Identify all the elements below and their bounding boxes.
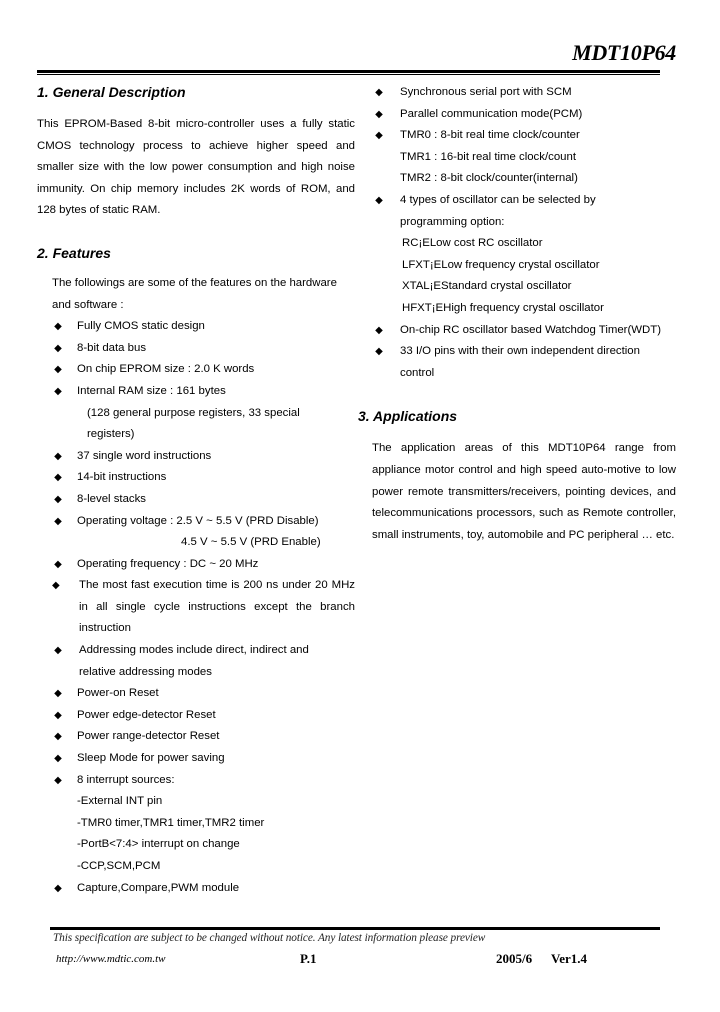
footer-divider	[50, 927, 660, 930]
oscillator-option: RC¡ELow cost RC oscillator	[402, 237, 543, 250]
timer-line: TMR2 : 8-bit clock/counter(internal)	[400, 172, 578, 185]
list-item: ◆ Internal RAM size : 161 bytes (128 general purpose registers, 33 special registers)	[37, 381, 355, 446]
ram-detail: (128 general purpose registers, 33 special	[87, 406, 300, 419]
list-item: ◆ The most fast execution time is 200 ns under 20 MHz in all single cycle instructions except the branch instruction	[37, 575, 355, 640]
general-description-heading: 1. General Description	[37, 84, 186, 100]
list-item: ◆ Power range-detector Reset	[37, 726, 355, 748]
list-item: ◆ Synchronous serial port with SCM	[358, 82, 676, 104]
features-intro-line: and software :	[52, 298, 124, 311]
document-title: MDT10P64	[572, 40, 676, 65]
list-item: ◆ 33 I/O pins with their own independent direction control	[358, 341, 676, 384]
list-item: ◆ Addressing modes include direct, indirect and relative addressing modes	[37, 640, 355, 683]
diamond-bullet-icon: ◆	[54, 774, 62, 786]
diamond-bullet-icon: ◆	[375, 346, 383, 358]
diamond-bullet-icon: ◆	[54, 385, 62, 397]
list-item: ◆ Power edge-detector Reset	[37, 705, 355, 727]
list-item: ◆ Operating frequency : DC ~ 20 MHz	[37, 554, 355, 576]
diamond-bullet-icon: ◆	[375, 324, 383, 336]
list-item: ◆ 14-bit instructions	[37, 467, 355, 489]
diamond-bullet-icon: ◆	[54, 493, 62, 505]
left-column	[37, 82, 355, 899]
diamond-bullet-icon: ◆	[54, 645, 62, 657]
footer-version: Ver1.4	[551, 951, 587, 966]
interrupt-source: -External INT pin	[77, 795, 163, 808]
list-item: ◆ Parallel communication mode(PCM)	[358, 104, 676, 126]
list-item: ◆ 8-level stacks	[37, 489, 355, 511]
diamond-bullet-icon: ◆	[54, 688, 62, 700]
footer-url: http://www.mdtic.com.tw	[56, 953, 166, 965]
features-list	[37, 316, 355, 899]
timer-line: TMR1 : 16-bit real time clock/count	[400, 150, 576, 163]
list-item: ◆ 8 interrupt sources: -External INT pin -TMR0 timer,TMR1 timer,TMR2 timer -PortB<7:4> interrupt on change -CCP,SCM,PCM	[37, 770, 355, 878]
applications-heading: 3. Applications	[358, 408, 458, 425]
list-item: ◆ 8-bit data bus	[37, 338, 355, 360]
applications-text: The application areas of this MDT10P64 range from appliance motor control and high speed auto-motive to low power remote transmitters/receivers, pointing devices, and telecommunications processors, such as Remote controller, small instruments, toy, automobile and PC peripheral … etc.	[372, 442, 676, 541]
diamond-bullet-icon: ◆	[54, 709, 62, 721]
diamond-bullet-icon: ◆	[52, 580, 60, 592]
diamond-bullet-icon: ◆	[54, 321, 62, 333]
features-list-continued	[358, 82, 676, 384]
diamond-bullet-icon: ◆	[375, 194, 383, 206]
list-item: ◆ Capture,Compare,PWM module	[37, 878, 355, 900]
diamond-bullet-icon: ◆	[54, 558, 62, 570]
diamond-bullet-icon: ◆	[54, 882, 62, 894]
diamond-bullet-icon: ◆	[54, 364, 62, 376]
footer-date: 2005/6	[496, 951, 533, 966]
footer-notice: This specification are subject to be changed without notice. Any latest information please preview	[53, 932, 486, 944]
interrupt-source: -PortB<7:4> interrupt on change	[77, 838, 240, 851]
diamond-bullet-icon: ◆	[54, 753, 62, 765]
addressing-line: relative addressing modes	[79, 665, 212, 678]
features-intro-line: The followings are some of the features on the hardware	[52, 276, 337, 289]
diamond-bullet-icon: ◆	[54, 472, 62, 484]
diamond-bullet-icon: ◆	[54, 342, 62, 354]
header-divider	[37, 70, 660, 75]
list-item: ◆ On chip EPROM size : 2.0 K words	[37, 359, 355, 381]
diamond-bullet-icon: ◆	[54, 450, 62, 462]
list-item: ◆ Power-on Reset	[37, 683, 355, 705]
diamond-bullet-icon: ◆	[375, 130, 383, 142]
interrupt-source: -TMR0 timer,TMR1 timer,TMR2 timer	[77, 816, 265, 829]
diamond-bullet-icon: ◆	[375, 108, 383, 120]
oscillator-option: HFXT¡EHigh frequency crystal oscillator	[402, 301, 604, 314]
voltage-line: 4.5 V ~ 5.5 V (PRD Enable)	[181, 536, 321, 549]
diamond-bullet-icon: ◆	[54, 515, 62, 527]
ram-detail: registers)	[87, 428, 135, 441]
list-item: ◆ 4 types of oscillator can be selected by programming option: RC¡ELow cost RC oscillator LFXT¡ELow frequency crystal oscillator XTAL¡EStandard crystal oscillator HFXT¡EHigh frequency crystal oscillator	[358, 190, 676, 320]
list-item: ◆ Fully CMOS static design	[37, 316, 355, 338]
interrupt-source: -CCP,SCM,PCM	[77, 860, 161, 872]
diamond-bullet-icon: ◆	[54, 731, 62, 743]
diamond-bullet-icon: ◆	[375, 87, 383, 98]
list-item: ◆ TMR0 : 8-bit real time clock/counter TMR1 : 16-bit real time clock/count TMR2 : 8-bit clock/counter(internal)	[358, 125, 676, 190]
list-item: ◆ Operating voltage : 2.5 V ~ 5.5 V (PRD Disable) 4.5 V ~ 5.5 V (PRD Enable)	[37, 511, 355, 554]
list-item: ◆ 37 single word instructions	[37, 446, 355, 468]
oscillator-option: XTAL¡EStandard crystal oscillator	[402, 280, 572, 293]
oscillator-option: LFXT¡ELow frequency crystal oscillator	[402, 258, 600, 271]
features-intro	[37, 273, 355, 316]
features-heading: 2. Features	[37, 244, 111, 261]
io-line: control	[400, 366, 435, 379]
list-item: ◆ On-chip RC oscillator based Watchdog Timer(WDT)	[358, 320, 676, 342]
general-description-text: This EPROM-Based 8-bit micro-controller uses a fully static CMOS technology process to achieve higher speed and smaller size with the low power consumption and high noise immunity. On chip memory includes 2K words of ROM, and 128 bytes of static RAM.	[37, 118, 355, 217]
right-column	[358, 82, 676, 546]
page-number: P.1	[300, 951, 317, 966]
list-item: ◆ Sleep Mode for power saving	[37, 748, 355, 770]
oscillator-line: programming option:	[400, 215, 505, 228]
